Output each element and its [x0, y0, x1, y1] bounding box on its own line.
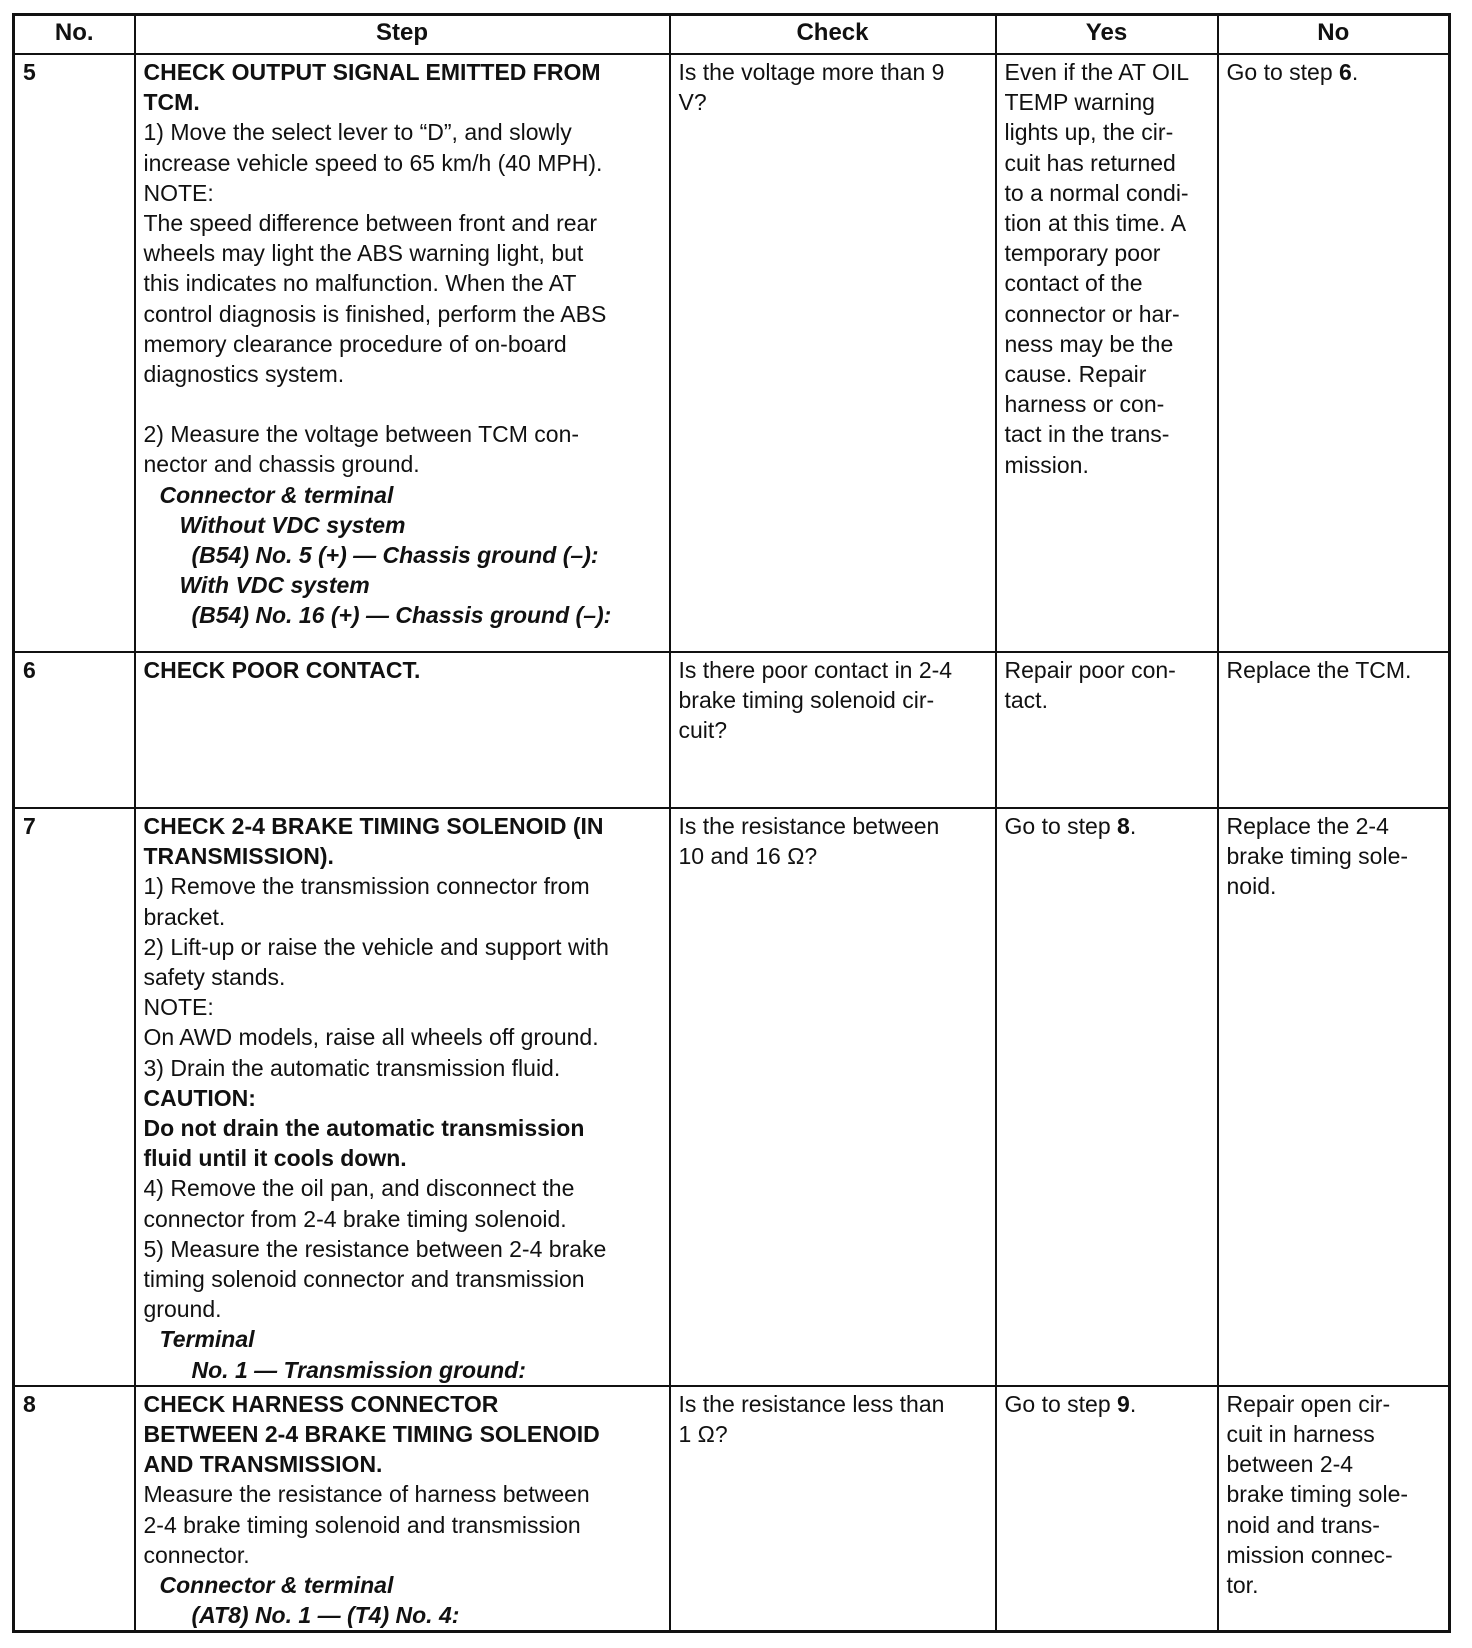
no-line: tor.: [1226, 1572, 1259, 1599]
header-no-result: No: [1218, 15, 1450, 55]
no-line: Replace the TCM.: [1226, 657, 1412, 683]
terminal-heading: Connector & terminal: [159, 481, 394, 508]
yes-line: connector or har-: [1004, 300, 1180, 327]
no-line: Repair open cir-: [1226, 1390, 1391, 1417]
step-line: wheels may light the ABS warning light, but: [143, 240, 584, 267]
check-line: 1 Ω?: [678, 1421, 728, 1448]
row-number: 5: [14, 54, 135, 652]
terminal-heading: Connector & terminal: [159, 1572, 394, 1599]
check-line: Is there poor contact in 2-4: [678, 657, 953, 683]
yes-cell: [996, 54, 1218, 652]
header-yes: Yes: [996, 15, 1218, 55]
table-row: [14, 808, 1450, 1386]
goto-text: Go to step: [1004, 1390, 1118, 1417]
goto-period: .: [1129, 1390, 1137, 1417]
no-cell: [1218, 54, 1450, 652]
spacer: [144, 389, 661, 419]
no-line: noid and trans-: [1226, 1511, 1380, 1538]
yes-cell: [996, 808, 1218, 1386]
step-line: 1) Move the select lever to “D”, and slowly: [143, 119, 572, 146]
yes-line: contact of the: [1004, 270, 1143, 297]
check-line: V?: [678, 89, 707, 116]
step-line: control diagnosis is finished, perform the ABS: [143, 300, 607, 327]
diagnostic-table: [12, 13, 1451, 1633]
terminal-spec: No. 1 — Transmission ground:: [191, 1356, 526, 1383]
no-line: noid.: [1226, 873, 1277, 900]
goto-step-number: 6: [1339, 59, 1352, 85]
yes-line: [1005, 1389, 1209, 1419]
step-line: bracket.: [143, 903, 226, 930]
check-line: brake timing solenoid cir-: [678, 687, 935, 714]
step-cell: [135, 808, 670, 1386]
yes-cell: [996, 1386, 1218, 1632]
step-line: On AWD models, raise all wheels off ground.: [143, 1024, 599, 1051]
step-line: increase vehicle speed to 65 km/h (40 MPH).: [143, 149, 603, 176]
step-cell: [135, 54, 670, 652]
no-cell: [1218, 808, 1450, 1386]
no-line: [1227, 57, 1441, 87]
step-line: timing solenoid connector and transmission: [143, 1266, 585, 1293]
no-line: brake timing sole-: [1226, 843, 1409, 870]
no-line: Replace the 2-4: [1226, 813, 1389, 839]
terminal-spec: (B54) No. 5 (+) — Chassis ground (–):: [191, 542, 599, 569]
step-line: 3) Drain the automatic transmission fluid.: [143, 1054, 561, 1081]
check-line: Is the voltage more than 9: [678, 59, 945, 85]
header-check: Check: [670, 15, 996, 55]
yes-line: TEMP warning: [1004, 89, 1155, 116]
step-line: nector and chassis ground.: [143, 451, 420, 478]
step-title: CHECK OUTPUT SIGNAL EMITTED FROM: [143, 59, 601, 85]
yes-line: [1005, 811, 1209, 841]
check-line: Is the resistance between: [678, 813, 940, 839]
note-label: NOTE:: [143, 994, 214, 1021]
yes-line: Repair poor con-: [1004, 657, 1176, 683]
header-row: [14, 15, 1450, 55]
goto-period: .: [1129, 813, 1137, 839]
check-line: cuit?: [678, 717, 728, 744]
terminal-subheading: With VDC system: [179, 572, 370, 599]
terminal-subheading: Without VDC system: [179, 511, 406, 538]
no-line: mission connec-: [1226, 1541, 1393, 1568]
step-line: Measure the resistance of harness between: [143, 1481, 590, 1508]
row-number: 7: [14, 808, 135, 1386]
check-cell: [670, 54, 996, 652]
step-title: TCM.: [143, 89, 200, 116]
no-line: cuit in harness: [1226, 1421, 1375, 1448]
step-line: 4) Remove the oil pan, and disconnect the: [143, 1175, 575, 1202]
step-cell: [135, 1386, 670, 1632]
note-label: NOTE:: [143, 179, 214, 206]
terminal-spec: (B54) No. 16 (+) — Chassis ground (–):: [191, 602, 612, 629]
step-title: CHECK 2-4 BRAKE TIMING SOLENOID (IN: [143, 813, 604, 839]
table-row: [14, 1386, 1450, 1632]
step-line: diagnostics system.: [143, 361, 345, 388]
yes-line: harness or con-: [1004, 391, 1165, 418]
check-cell: [670, 808, 996, 1386]
yes-cell: [996, 652, 1218, 808]
terminal-spec: (AT8) No. 1 — (T4) No. 4:: [191, 1602, 460, 1629]
table-row: [14, 54, 1450, 652]
table-row: [14, 652, 1450, 808]
step-line: safety stands.: [143, 964, 286, 991]
yes-line: lights up, the cir-: [1004, 119, 1174, 146]
goto-period: .: [1351, 59, 1359, 85]
step-title: TRANSMISSION).: [143, 843, 334, 870]
no-cell: [1218, 1386, 1450, 1632]
yes-line: tact.: [1004, 687, 1048, 714]
step-title: CHECK HARNESS CONNECTOR: [143, 1390, 499, 1417]
yes-line: ness may be the: [1004, 330, 1174, 357]
caution-label: CAUTION:: [143, 1084, 256, 1111]
row-number: 6: [14, 652, 135, 808]
yes-line: mission.: [1004, 451, 1089, 478]
step-title: AND TRANSMISSION.: [143, 1451, 383, 1478]
caution-text: Do not drain the automatic transmission: [143, 1115, 585, 1142]
header-no: No.: [14, 15, 135, 55]
yes-line: temporary poor: [1004, 240, 1161, 267]
goto-step-number: 8: [1117, 813, 1130, 839]
check-line: 10 and 16 Ω?: [678, 843, 818, 870]
yes-line: tion at this time. A: [1004, 210, 1187, 237]
goto-text: Go to step: [1004, 813, 1118, 839]
step-line: The speed difference between front and rear: [143, 210, 597, 237]
yes-line: Even if the AT OIL: [1004, 59, 1190, 85]
goto-step-number: 9: [1117, 1390, 1130, 1417]
check-line: Is the resistance less than: [678, 1390, 945, 1417]
step-title: BETWEEN 2-4 BRAKE TIMING SOLENOID: [143, 1421, 600, 1448]
step-line: 1) Remove the transmission connector from: [143, 873, 590, 900]
step-line: 2) Lift-up or raise the vehicle and support with: [143, 933, 609, 960]
check-cell: [670, 1386, 996, 1632]
step-line: memory clearance procedure of on-board: [143, 330, 567, 357]
step-line: connector.: [143, 1541, 250, 1568]
step-cell: [135, 652, 670, 808]
step-line: ground.: [143, 1296, 222, 1323]
step-title: CHECK POOR CONTACT.: [143, 657, 421, 683]
yes-line: cuit has returned: [1004, 149, 1176, 176]
terminal-heading: Terminal: [159, 1326, 255, 1353]
goto-text: Go to step: [1226, 59, 1340, 85]
step-line: 2) Measure the voltage between TCM con-: [143, 421, 580, 448]
yes-line: to a normal condi-: [1004, 179, 1189, 206]
yes-line: cause. Repair: [1004, 361, 1147, 388]
no-cell: [1218, 652, 1450, 808]
check-cell: [670, 652, 996, 808]
caution-text: fluid until it cools down.: [143, 1145, 407, 1172]
yes-line: tact in the trans-: [1004, 421, 1170, 448]
step-line: this indicates no malfunction. When the AT: [143, 270, 577, 297]
step-line: 2-4 brake timing solenoid and transmission: [143, 1511, 581, 1538]
row-number: 8: [14, 1386, 135, 1632]
step-line: connector from 2-4 brake timing solenoid.: [143, 1205, 567, 1232]
no-line: between 2-4: [1226, 1451, 1354, 1478]
step-line: 5) Measure the resistance between 2-4 brake: [143, 1235, 607, 1262]
header-step: Step: [135, 15, 670, 55]
no-line: brake timing sole-: [1226, 1481, 1409, 1508]
